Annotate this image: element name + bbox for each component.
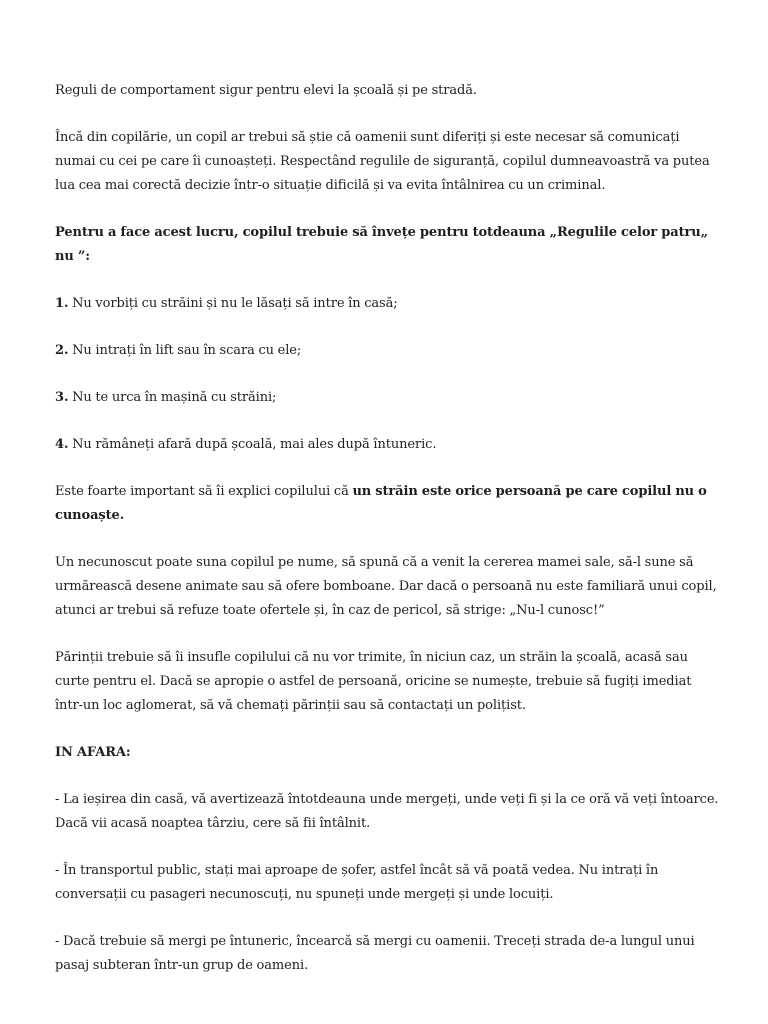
rule-item-2 (55, 339, 720, 363)
outside-item-1: - La ieșirea din casă, vă avertizează întotdeauna unde mergeți, unde veți fi și la ce oră vă veți întoarce. Dacă vii acasă noaptea târziu, cere să fii întâlnit. (55, 792, 719, 831)
document-title: Reguli de comportament sigur pentru elevi la școală și pe stradă. (55, 83, 477, 98)
unknown-person-paragraph: Un necunoscut poate suna copilul pe nume, să spună că a venit la cererea mamei sale, să-l sune să urmărească desene animate sau să ofere bomboane. Dar dacă o persoană nu este familiară unui copil, atunci ar trebui să refuze toate ofertele și, în caz de pericol, să strige: „Nu-l cunosc!” (55, 555, 717, 618)
rule-item-1 (55, 292, 720, 316)
outside-item-3: - Dacă trebuie să mergi pe întuneric, încearcă să mergi cu oamenii. Treceți strada de-a lungul unui pasaj subteran într-un grup de oameni. (55, 934, 695, 973)
stranger-prefix: Este foarte important să îi explici copilului că (55, 484, 353, 499)
rule-text: Nu rămâneți afară după școală, mai ales după întuneric. (68, 437, 437, 452)
rule-number: 1. (55, 296, 69, 311)
parents-paragraph: Părinții trebuie să îi insufle copilului că nu vor trimite, în niciun caz, un străin la școală, acasă sau curte pentru el. Dacă se apropie o astfel de persoană, oricine se numește, trebuie să fugiți imediat într-un loc aglomerat, să vă chemați părinții sau să contactați un polițist. (55, 650, 692, 713)
rule-text: Nu intrați în lift sau în scara cu ele; (68, 343, 302, 358)
rule-number: 2. (55, 343, 69, 358)
rule-text: Nu te urca în mașină cu străini; (68, 390, 277, 405)
document-page (55, 79, 720, 1001)
outside-item-2: - În transportul public, stați mai aproape de șofer, astfel încât să vă poată vedea. Nu intrați în conversații cu pasageri necunoscuți, nu spuneți unde mergeți și unde locuiți. (55, 863, 659, 902)
stranger-definition-bold: un străin este orice persoană pe care copilul nu o cunoaște. (55, 484, 707, 523)
intro-paragraph: Încă din copilărie, un copil ar trebui să știe că oamenii sunt diferiți și este necesar să comunicați numai cu cei pe care îi cunoașteți. Respectând regulile de siguranță, copilul dumneavoastră va putea lua cea mai corectă decizie într-o situație dificilă și va evita întâlnirea cu un criminal. (55, 130, 710, 193)
rule-item-4 (55, 433, 720, 457)
outside-heading: IN AFARA: (55, 745, 131, 760)
stranger-definition-paragraph (55, 480, 720, 528)
rule-text: Nu vorbiți cu străini și nu le lăsați să intre în casă; (68, 296, 398, 311)
rule-item-3 (55, 386, 720, 410)
rule-number: 4. (55, 437, 69, 452)
rules-heading: Pentru a face acest lucru, copilul trebuie să învețe pentru totdeauna „Regulile celor patru„ nu ”: (55, 225, 708, 264)
rule-number: 3. (55, 390, 69, 405)
